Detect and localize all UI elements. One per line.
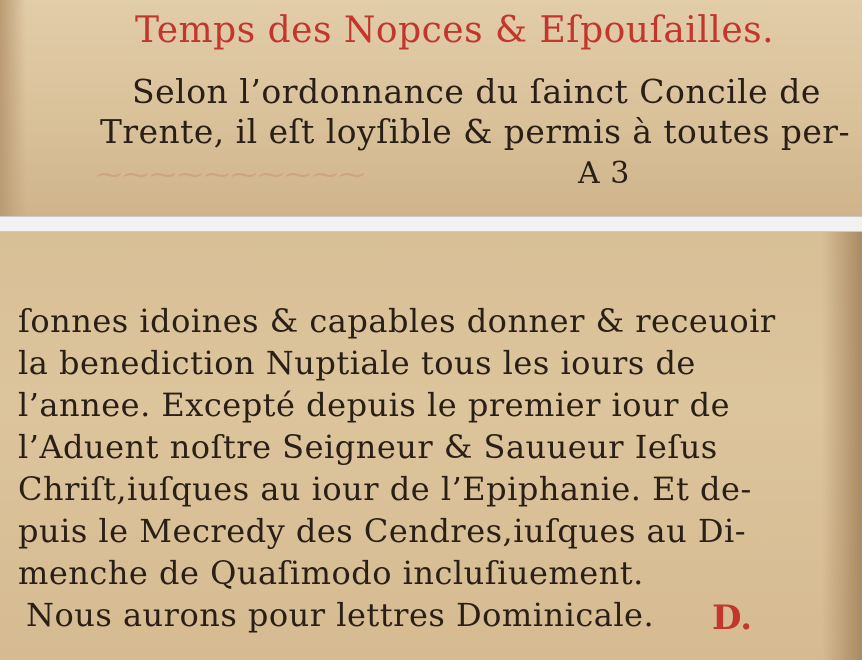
text-line: la benediction Nuptiale tous les iours de — [18, 344, 696, 382]
text-line: Selon l’ordonnance du ſainct Concile de — [132, 72, 821, 111]
bleed-through-ink: ⁓⁓⁓⁓⁓⁓⁓⁓⁓⁓ — [96, 160, 366, 190]
text-line: l’Aduent noſtre Seigneur & Sauueur Ieſus — [18, 428, 718, 466]
text-line: ſonnes idoines & capables donner & receuoir — [18, 302, 776, 340]
top-page-crop — [0, 0, 862, 216]
text-line: Trente, il eſt loyſible & permis à toutes per- — [100, 112, 851, 151]
panel-divider — [0, 216, 862, 232]
signature-mark: A 3 — [578, 156, 630, 191]
text-line: puis le Mecredy des Cendres,iuſques au Di- — [18, 512, 747, 550]
text-line: Nous aurons pour lettres Dominicale. — [26, 596, 655, 634]
text-line: l’annee. Excepté depuis le premier iour de — [18, 386, 731, 424]
text-line: menche de Quaſimodo incluſiuement. — [18, 554, 644, 592]
text-line: Chriſt,iuſques au iour de l’Epiphanie. Et de- — [18, 470, 752, 508]
dominical-letter: D. — [712, 598, 753, 638]
page-heading: Temps des Nopces & Eſpouſailles. — [135, 10, 775, 51]
